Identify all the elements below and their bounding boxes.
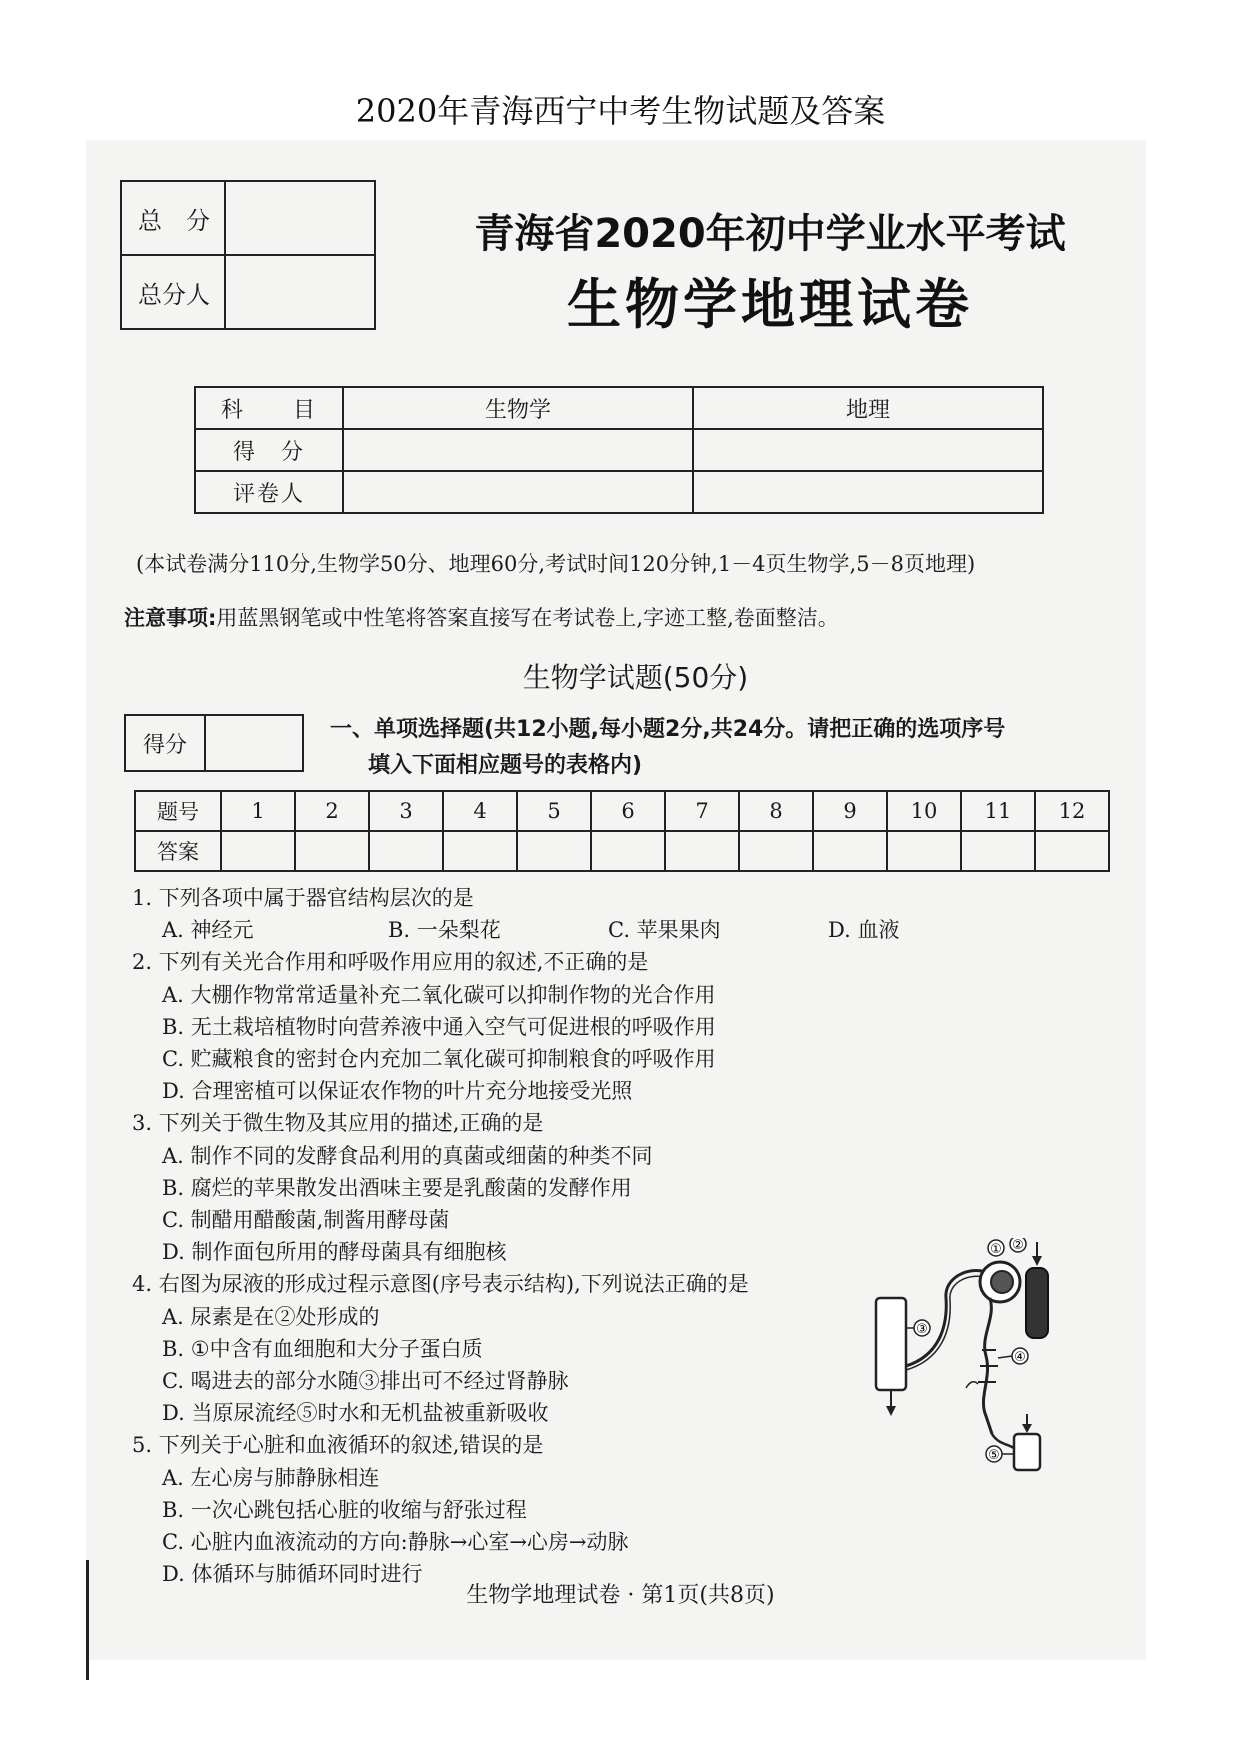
inflow-arrow-head (1032, 1256, 1042, 1266)
nephron-diagram (868, 1238, 1058, 1476)
part-one-line-1: 一、单项选择题(共12小题,每小题2分,共24分。请把正确的选项序号 (330, 717, 1006, 742)
question-number: 6 (591, 791, 665, 831)
reabsorb-arrow (966, 1382, 978, 1388)
caution-text: 用蓝黑钢笔或中性笔将答案直接写在考试卷上,字迹工整,卷面整洁。 (216, 606, 839, 630)
section-title: 生物学试题(50分) (522, 661, 749, 694)
label-1: ① (990, 1242, 1002, 1257)
label-3: ③ (916, 1322, 928, 1337)
answer-row-label: 答案 (135, 831, 221, 871)
question-option: C. 贮藏粮食的密封仓内充加二氧化碳可抑制粮食的呼吸作用 (162, 1047, 716, 1072)
subject-score-table (194, 386, 1044, 514)
question-option: B. 腐烂的苹果散发出酒味主要是乳酸菌的发酵作用 (162, 1175, 632, 1200)
question-2-stem: 2. 下列有关光合作用和呼吸作用应用的叙述,不正确的是 (132, 950, 649, 975)
vessel-arrow-head (1022, 1424, 1032, 1433)
question-option: C. 苹果果肉 (608, 918, 721, 943)
section-score-cell (205, 715, 303, 771)
question-4-stem: 4. 右图为尿液的形成过程示意图(序号表示结构),下列说法正确的是 (132, 1272, 749, 1297)
answer-cell (517, 831, 591, 871)
question-number: 12 (1035, 791, 1109, 831)
collecting-duct (876, 1298, 906, 1390)
question-number: 1 (221, 791, 295, 831)
total-score-label: 总 分 (121, 181, 225, 255)
question-number: 11 (961, 791, 1035, 831)
subject-biology: 生物学 (343, 387, 693, 429)
question-number: 9 (813, 791, 887, 831)
question-1-options (132, 914, 1048, 946)
exam-title: 青海省2020年初中学业水平考试 (474, 211, 1066, 257)
answer-cell (961, 831, 1035, 871)
question-option: D. 体循环与肺循环同时进行 (162, 1562, 423, 1587)
page-footer: 生物学地理试卷 · 第1页(共8页) (466, 1583, 775, 1608)
part-one-heading (330, 712, 1005, 784)
answer-cell (369, 831, 443, 871)
question-1-stem: 1. 下列各项中属于器官结构层次的是 (132, 886, 474, 910)
question-list (132, 882, 1048, 1590)
question-option: B. 一次心跳包括心脏的收缩与舒张过程 (162, 1497, 527, 1522)
section-score-label: 得分 (125, 715, 205, 771)
answer-table (134, 790, 1110, 872)
answer-cell (295, 831, 369, 871)
question-option: A. 制作不同的发酵食品利用的真菌或细菌的种类不同 (162, 1143, 653, 1168)
question-option: A. 大棚作物常常适量补充二氧化碳可以抑制作物的光合作用 (162, 982, 716, 1007)
question-option: C. 喝进去的部分水随③排出可不经过肾静脉 (162, 1369, 569, 1394)
label-2: ② (1012, 1238, 1024, 1253)
question-option: D. 当原尿流经⑤时水和无机盐被重新吸收 (162, 1401, 549, 1426)
outflow-arrow-head (886, 1406, 896, 1416)
question-option: B. ①中含有血细胞和大分子蛋白质 (162, 1336, 483, 1361)
answer-cell (813, 831, 887, 871)
question-option: D. 血液 (828, 918, 900, 943)
question-5-stem: 5. 下列关于心脏和血液循环的叙述,错误的是 (132, 1433, 544, 1458)
answer-cell (739, 831, 813, 871)
answer-cell (665, 831, 739, 871)
question-number: 3 (369, 791, 443, 831)
total-score-box (120, 180, 376, 330)
question-option: D. 合理密植可以保证农作物的叶片充分地接受光照 (162, 1079, 633, 1104)
question-option: D. 制作面包所用的酵母菌具有细胞核 (162, 1240, 507, 1265)
biology-score-cell (343, 429, 693, 471)
answer-cell (443, 831, 517, 871)
caution-note (124, 602, 839, 632)
exam-subtitle: 生物学地理试卷 (567, 273, 973, 336)
caution-label: 注意事项: (124, 606, 217, 630)
geography-grader-cell (693, 471, 1043, 513)
blood-vessel (1026, 1268, 1048, 1338)
scorer-cell (225, 255, 375, 329)
scorer-label: 总分人 (121, 255, 225, 329)
question-option: B. 无土栽培植物时向营养液中通入空气可促进根的呼吸作用 (162, 1014, 716, 1039)
small-vessel (1014, 1434, 1040, 1470)
answer-cell (887, 831, 961, 871)
section-score-box (124, 714, 304, 772)
answer-cell (221, 831, 295, 871)
biology-grader-cell (343, 471, 693, 513)
exam-note: (本试卷满分110分,生物学50分、地理60分,考试时间120分钟,1－4页生物学,5－8页地理) (136, 552, 976, 576)
question-option: C. 心脏内血液流动的方向:静脉→心室→心房→动脉 (162, 1530, 629, 1555)
subject-geography: 地理 (693, 387, 1043, 429)
question-option: A. 尿素是在②处形成的 (162, 1304, 380, 1329)
question-number: 8 (739, 791, 813, 831)
answer-cell (591, 831, 665, 871)
number-row-label: 题号 (135, 791, 221, 831)
subject-header: 科 目 (195, 387, 343, 429)
label-4-leader (998, 1356, 1012, 1358)
total-score-cell (225, 181, 375, 255)
label-5: ⑤ (988, 1448, 1000, 1463)
question-3-stem: 3. 下列关于微生物及其应用的描述,正确的是 (132, 1111, 544, 1136)
question-number: 5 (517, 791, 591, 831)
question-number: 10 (887, 791, 961, 831)
question-number: 2 (295, 791, 369, 831)
grader-row-header: 评卷人 (195, 471, 343, 513)
part-one-line-2: 填入下面相应题号的表格内) (368, 753, 643, 778)
document-title: 2020年青海西宁中考生物试题及答案 (355, 92, 886, 130)
score-row-header: 得 分 (195, 429, 343, 471)
geography-score-cell (693, 429, 1043, 471)
question-number: 7 (665, 791, 739, 831)
question-number: 4 (443, 791, 517, 831)
question-option: C. 制醋用醋酸菌,制酱用酵母菌 (162, 1208, 450, 1233)
glomerulus (991, 1271, 1013, 1293)
question-option: A. 左心房与肺静脉相连 (162, 1465, 380, 1490)
question-option: A. 神经元 (162, 918, 254, 943)
label-4: ④ (1014, 1350, 1026, 1365)
tubule (906, 1270, 986, 1366)
answer-cell (1035, 831, 1109, 871)
question-option: B. 一朵梨花 (388, 918, 501, 943)
